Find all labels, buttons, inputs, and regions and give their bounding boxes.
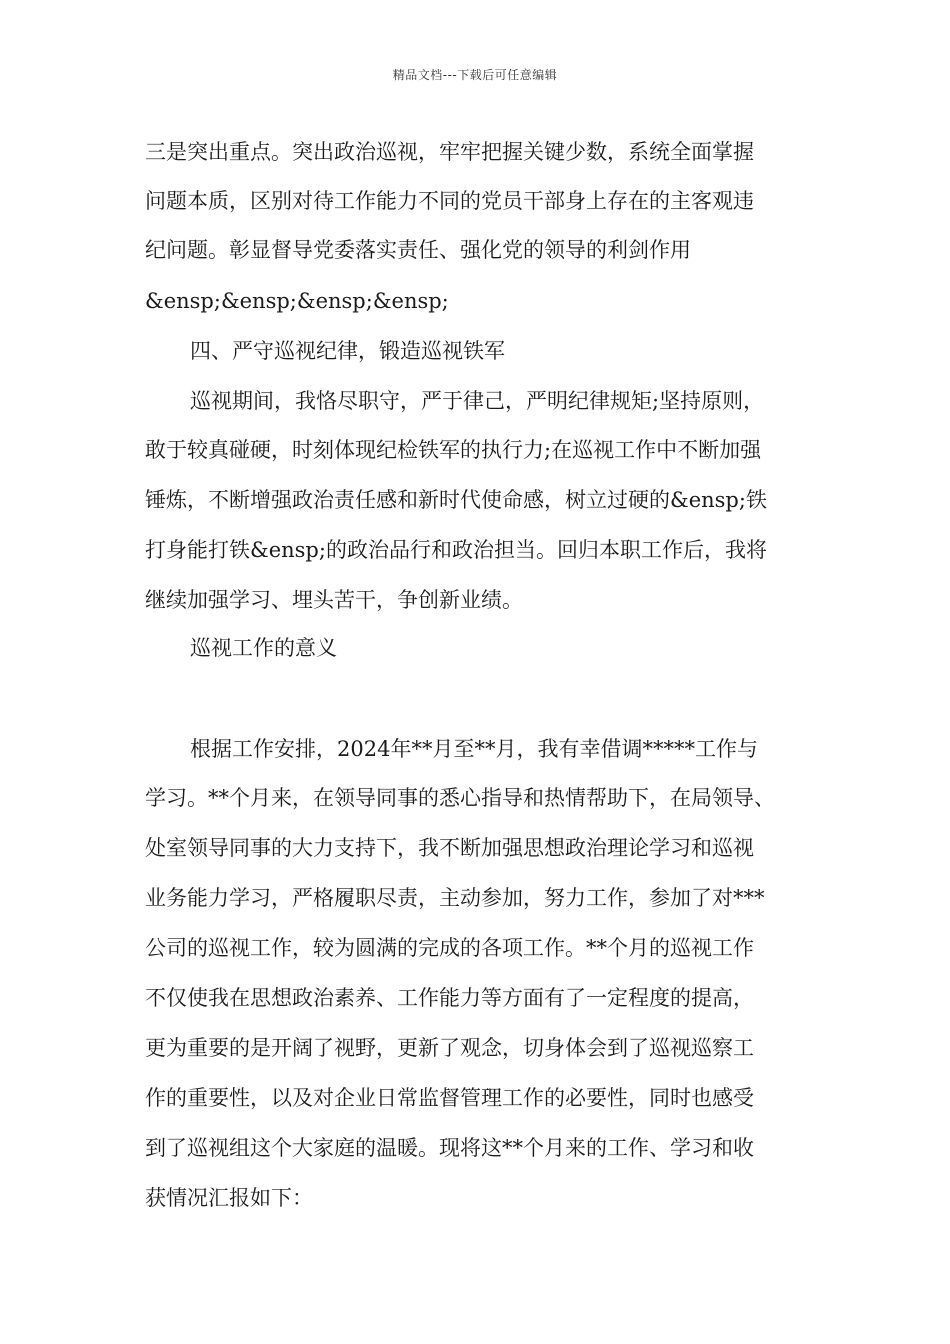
body-line-21: 获情况汇报如下： [145,1186,313,1210]
body-line-8: 锤炼，不断增强政治责任感和新时代使命感，树立过硬的&ensp;铁 [145,488,767,512]
body-line-2: 问题本质，区别对待工作能力不同的党员干部身上存在的主客观违 [145,189,754,213]
body-line-16: 公司的巡视工作，较为圆满的完成的各项工作。**个月的巡视工作 [145,936,754,960]
body-line-19: 作的重要性，以及对企业日常监督管理工作的必要性，同时也感受 [145,1086,754,1110]
page-header: 精品文档---下载后可任意编辑 [392,68,558,82]
body-line-6: 巡视期间，我恪尽职守，严于律己，严明纪律规矩;坚持原则， [190,389,765,413]
body-line-13: 学习。**个月来，在领导同事的悉心指导和热情帮助下，在局领导、 [145,786,775,810]
section-heading-4: 四、严守巡视纪律，锻造巡视铁军 [190,339,505,363]
body-line-4: &ensp;&ensp;&ensp;&ensp; [145,289,449,313]
body-line-20: 到了巡视组这个大家庭的温暖。现将这**个月来的工作、学习和收 [145,1136,754,1160]
body-line-9: 打身能打铁&ensp;的政治品行和政治担当。回归本职工作后，我将 [145,538,767,562]
body-line-10: 继续加强学习、埋头苦干，争创新业绩。 [145,588,523,612]
body-line-18: 更为重要的是开阔了视野，更新了观念，切身体会到了巡视巡察工 [145,1036,754,1060]
body-line-7: 敢于较真碰硬，时刻体现纪检铁军的执行力;在巡视工作中不断加强 [145,438,762,462]
body-line-3: 纪问题。彰显督导党委落实责任、强化党的领导的利剑作用 [145,238,691,262]
body-line-17: 不仅使我在思想政治素养、工作能力等方面有了一定程度的提高， [145,986,754,1010]
body-line-1: 三是突出重点。突出政治巡视，牢牢把握关键少数，系统全面掌握 [145,140,754,164]
body-line-12: 根据工作安排，2024年**月至**月，我有幸借调*****工作与 [190,737,758,761]
body-line-14: 处室领导同事的大力支持下，我不断加强思想政治理论学习和巡视 [145,836,754,860]
subtitle-heading: 巡视工作的意义 [190,636,337,660]
body-line-15: 业务能力学习，严格履职尽责，主动参加，努力工作，参加了对*** [145,886,765,910]
